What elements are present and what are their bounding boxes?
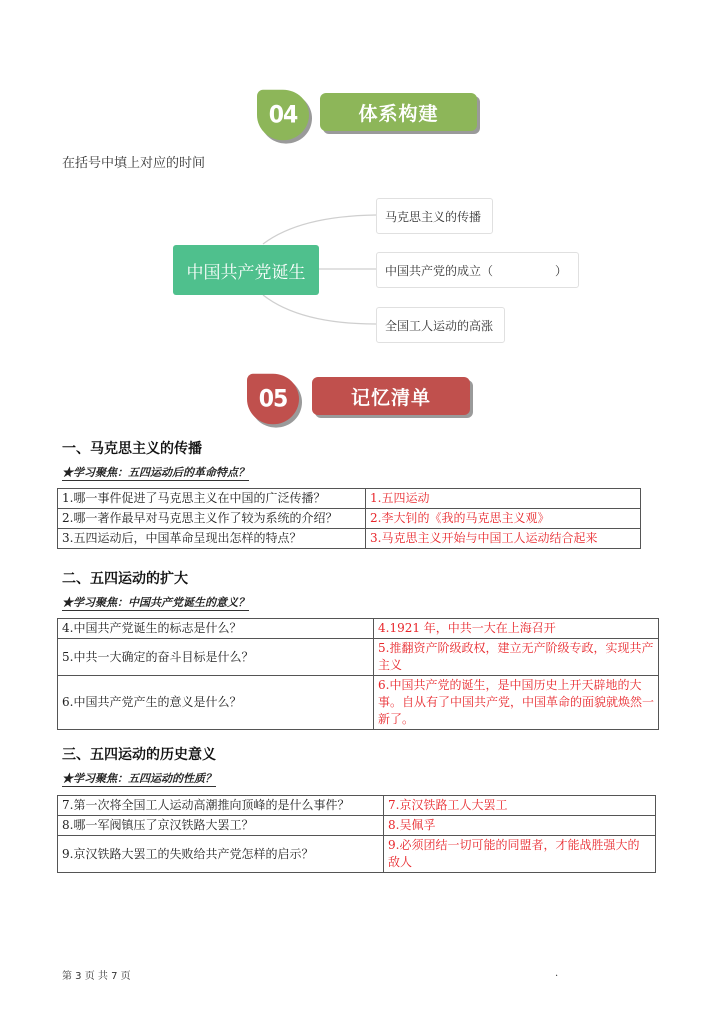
section-header-04: [0, 88, 720, 148]
table-row: [58, 816, 656, 836]
mind-map-branch-founding[interactable]: [376, 252, 579, 288]
question-cell: 4.中国共产党诞生的标志是什么？: [58, 619, 374, 639]
table-row: [58, 836, 656, 873]
answer-cell: 1.五四运动: [366, 489, 641, 509]
section-title-banner: 体系构建: [320, 93, 477, 131]
answer-cell: 7.京汉铁路工人大罢工: [384, 796, 656, 816]
question-cell: 5.中共一大确定的奋斗目标是什么？: [58, 639, 374, 676]
question-cell: 8.哪一军阀镇压了京汉铁路大罢工？: [58, 816, 384, 836]
mind-map-branch-labor-movement: [376, 307, 505, 343]
answer-cell: 5.推翻资产阶级政权，建立无产阶级专政，实现共产主义: [374, 639, 659, 676]
question-cell: 6.中国共产党产生的意义是什么？: [58, 676, 374, 730]
instruction-text: 在括号中填上对应的时间: [62, 156, 206, 171]
footer-dot: .: [555, 968, 559, 979]
section-number-badge: 05: [247, 374, 299, 425]
page-number: 第 3 页 共 7 页: [62, 971, 131, 982]
mind-map-branch-marxism: [376, 198, 493, 234]
answer-cell: 3.马克思主义开始与中国工人运动结合起来: [366, 529, 641, 549]
study-focus: ★学习聚焦：五四运动的性质？: [62, 772, 216, 785]
question-cell: 3.五四运动后，中国革命呈现出怎样的特点？: [58, 529, 366, 549]
answer-cell: 9.必须团结一切可能的同盟者，才能战胜强大的敌人: [384, 836, 656, 873]
question-cell: 9.京汉铁路大罢工的失败给共产党怎样的启示？: [58, 836, 384, 873]
table-row: [58, 619, 659, 639]
answer-cell: 2.李大钊的《我的马克思主义观》: [366, 509, 641, 529]
table-row: [58, 529, 641, 549]
mind-map: [160, 180, 600, 360]
question-cell: 2.哪一著作最早对马克思主义作了较为系统的介绍？: [58, 509, 366, 529]
table-row: [58, 509, 641, 529]
table-row: [58, 639, 659, 676]
table-row: [58, 676, 659, 730]
part-heading: 三、五四运动的历史意义: [62, 747, 216, 763]
table-row: [58, 796, 656, 816]
question-cell: 1.哪一事件促进了马克思主义在中国的广泛传播？: [58, 489, 366, 509]
part-heading: 一、马克思主义的传播: [62, 441, 202, 457]
section-header-05: [0, 374, 720, 434]
branch-label: 中国共产党的成立（: [385, 263, 494, 278]
qa-table: [57, 795, 656, 873]
section-number-badge: 04: [257, 90, 309, 141]
study-focus: ★学习聚焦：五四运动后的革命特点？: [62, 466, 249, 479]
answer-cell: 4.1921 年，中共一大在上海召开: [374, 619, 659, 639]
branch-label: 全国工人运动的高涨: [385, 318, 494, 333]
answer-cell: 8.吴佩孚: [384, 816, 656, 836]
section-title-banner: 记忆清单: [312, 377, 470, 415]
mind-map-root: 中国共产党诞生: [173, 245, 319, 295]
part-heading: 二、五四运动的扩大: [62, 571, 188, 587]
question-cell: 7.第一次将全国工人运动高潮推向顶峰的是什么事件？: [58, 796, 384, 816]
qa-table: [57, 488, 641, 549]
branch-label: 马克思主义的传播: [385, 209, 482, 224]
qa-table: [57, 618, 659, 730]
table-row: [58, 489, 641, 509]
study-focus: ★学习聚焦：中国共产党诞生的意义？: [62, 596, 249, 609]
branch-bracket-close: ）: [555, 263, 568, 278]
answer-cell: 6.中国共产党的诞生，是中国历史上开天辟地的大事。自从有了中国共产党，中国革命的面貌就焕然一新了。: [374, 676, 659, 730]
